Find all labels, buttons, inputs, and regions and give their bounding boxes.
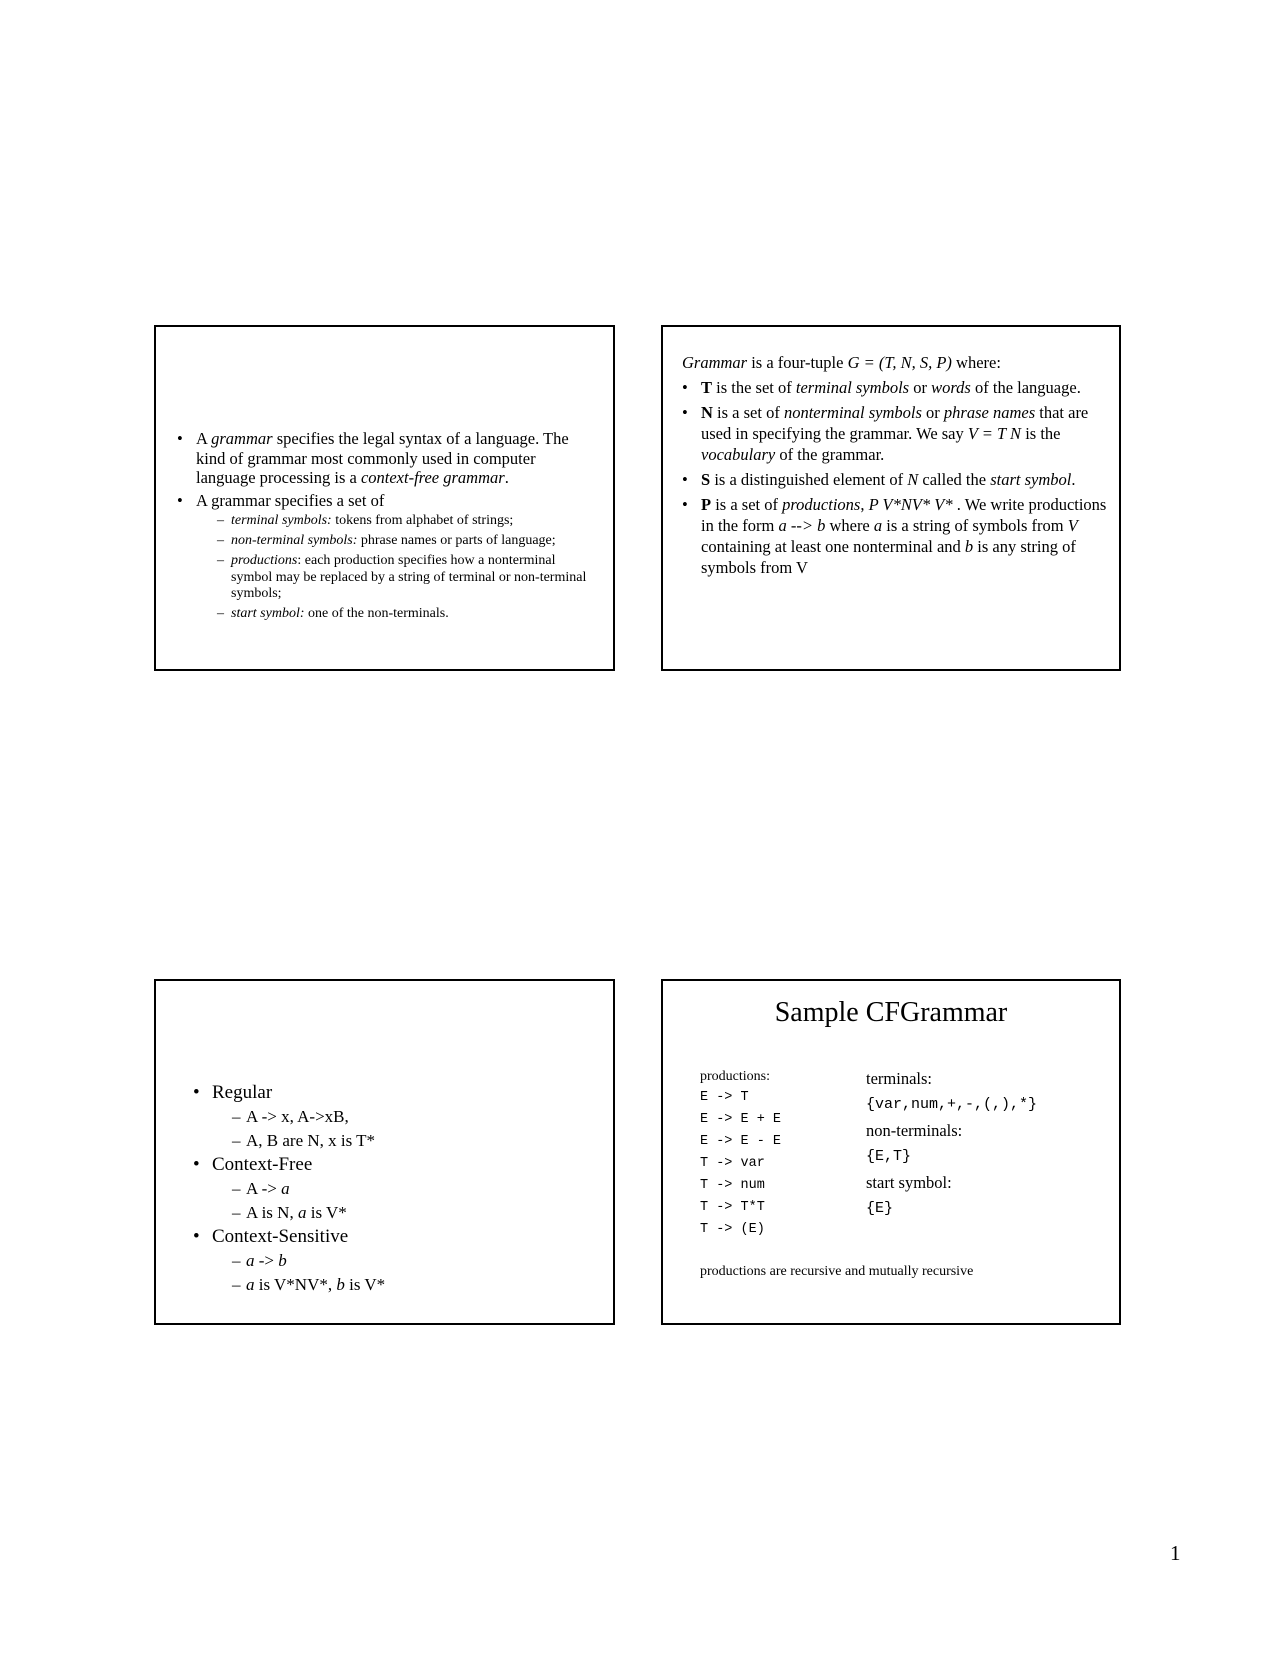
slide-content	[682, 352, 1107, 582]
start-symbol-label: start symbol:	[866, 1173, 952, 1192]
slide-grammar-tuple	[661, 325, 1121, 671]
productions-label: productions:	[700, 1069, 770, 1084]
slide-content	[177, 429, 597, 626]
slide-footnote: productions are recursive and mutually recursive	[700, 1264, 974, 1279]
productions-column	[700, 1066, 781, 1241]
production-rule: T -> (E)	[700, 1222, 765, 1237]
sub-item-cs-constraint: – a is V*NV*, b is V*	[232, 1273, 593, 1297]
page-number: 1	[1170, 1541, 1181, 1565]
bullet-grammar-definition: • A grammar specifies the legal syntax of a language. The kind of grammar most commonly used in computer language processing is a context-free grammar.	[177, 429, 597, 488]
sub-item-non-terminal-symbols: – non-terminal symbols: phrase names or parts of language;	[217, 533, 597, 550]
bullet-context-sensitive: • Context-Sensitive – a -> b – a is V*NV*, b is V*	[193, 1225, 593, 1297]
production-rule: E -> E - E	[700, 1134, 782, 1149]
production-rule: E -> E + E	[700, 1112, 782, 1127]
production-rule: T -> num	[700, 1178, 765, 1193]
sub-item-cs-rule: – a -> b	[232, 1249, 593, 1273]
bullet-regular: • Regular – A -> x, A->xB, – A, B are N, x is T*	[193, 1081, 593, 1153]
bullet-grammar-set: • A grammar specifies a set of – terminal symbols: tokens from alphabet of strings; – non-terminal symbols: phrase names or parts of language; – productions: each production specifies how a nonterminal symbol may be replaced by a string of terminal or non-terminal symbols; – start symbol: one of the non-terminals.	[177, 491, 597, 623]
bullet-terminal-set: • T is the set of terminal symbols or words of the language.	[682, 377, 1107, 398]
nonterminals-label: non-terminals:	[866, 1121, 963, 1140]
slide-grammar-intro	[154, 325, 615, 671]
terminals-label: terminals:	[866, 1069, 932, 1088]
sub-item-regular-constraint: – A, B are N, x is T*	[232, 1129, 593, 1153]
slide-content	[193, 1081, 593, 1297]
bullet-start-symbol: • S is a distinguished element of N called the start symbol.	[682, 469, 1107, 490]
sub-item-cf-constraint: – A is N, a is V*	[232, 1201, 593, 1225]
sub-item-regular-rule: – A -> x, A->xB,	[232, 1105, 593, 1129]
production-rule: T -> var	[700, 1156, 765, 1171]
bullet-context-free: • Context-Free – A -> a – A is N, a is V*	[193, 1153, 593, 1225]
symbols-column	[866, 1066, 1037, 1222]
start-symbol-value: {E}	[866, 1200, 894, 1217]
slide-grammar-types	[154, 979, 615, 1325]
sub-item-cf-rule: – A -> a	[232, 1177, 593, 1201]
sub-item-start-symbol: – start symbol: one of the non-terminals.	[217, 606, 597, 623]
nonterminals-value: {E,T}	[866, 1148, 912, 1165]
sub-item-terminal-symbols: – terminal symbols: tokens from alphabet of strings;	[217, 513, 597, 530]
production-rule: E -> T	[700, 1090, 749, 1105]
production-rule: T -> T*T	[700, 1200, 765, 1215]
slide-sample-cfgrammar	[661, 979, 1121, 1325]
slide-title: Sample CFGrammar	[774, 997, 1008, 1028]
terminals-value: {var,num,+,-,(,),*}	[866, 1096, 1038, 1113]
bullet-productions: • P is a set of productions, P V*NV* V* . We write productions in the form a --> b where a is a string of symbols from V containing at least one nonterminal and b is any string of symbols from V	[682, 494, 1107, 578]
tuple-intro: Grammar is a four-tuple G = (T, N, S, P) where:	[682, 353, 1001, 372]
bullet-nonterminal-set: • N is a set of nonterminal symbols or phrase names that are used in specifying the grammar. We say V = T N is the vocabulary of the grammar.	[682, 402, 1107, 465]
sub-item-productions: – productions: each production specifies how a nonterminal symbol may be replaced by a string of terminal or non-terminal symbols;	[217, 553, 597, 603]
